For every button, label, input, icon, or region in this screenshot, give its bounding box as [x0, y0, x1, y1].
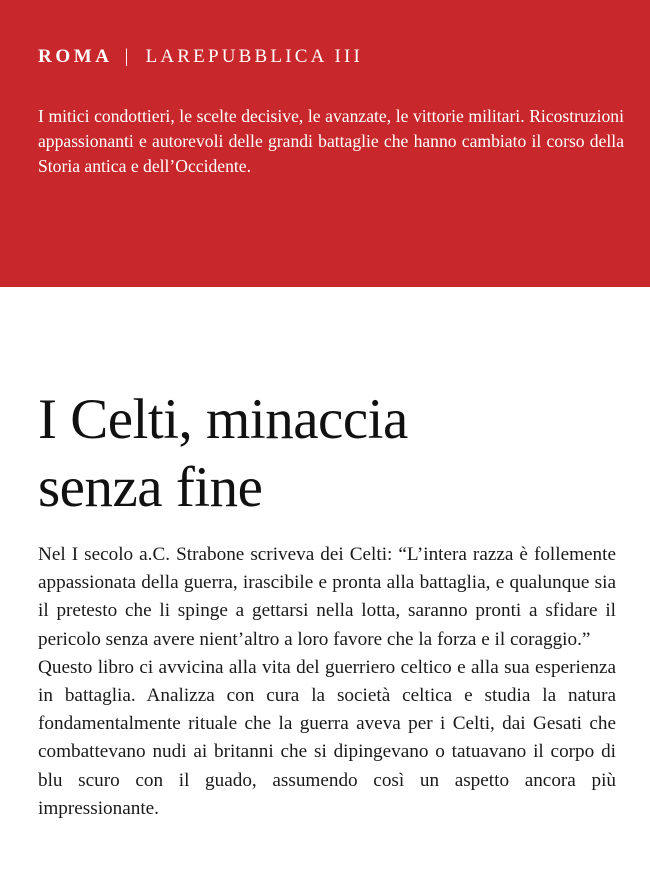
series-separator: |: [124, 46, 132, 67]
series-header-band: [0, 0, 650, 287]
description-paragraph-1: Nel I secolo a.C. Strabone scriveva dei Celti: “L’intera razza è follemente appassionata della guerra, irascibile e pronta alla battaglia, e qualunque sia il pretesto che li spinge a gettarsi nella lotta, saranno pronti a sfidare il pericolo senza avere nient’altro a loro favore che la forza e il coraggio.”: [38, 544, 616, 650]
series-name: LAREPUBBLICA III: [145, 46, 364, 67]
series-heading: [38, 46, 363, 68]
description-paragraph-2: Questo libro ci avvicina alla vita del guerriero celtico e alla sua esperienza in battaglia. Analizza con cura la società celtica e studia la natura fondamentalmente rituale che la guerra aveva per i Celti, dai Gesati che combattevano nudi ai britanni che si dipingevano o tatuavano il corpo di blu scuro con il guado, assumendo così un aspetto ancora più impressionante.: [38, 656, 616, 819]
series-label: ROMA: [38, 46, 113, 67]
book-title-line-2: senza fine: [38, 456, 263, 519]
series-blurb: I mitici condottieri, le scelte decisive, le avanzate, le vittorie militari. Ricostruzioni appassionanti e autorevoli delle grandi battaglie che hanno cambiato il corso della Storia antica e dell’Occidente.: [38, 106, 624, 176]
book-title-line-1: I Celti, minaccia: [38, 388, 408, 451]
book-title: [38, 386, 408, 522]
book-description: [38, 541, 616, 823]
